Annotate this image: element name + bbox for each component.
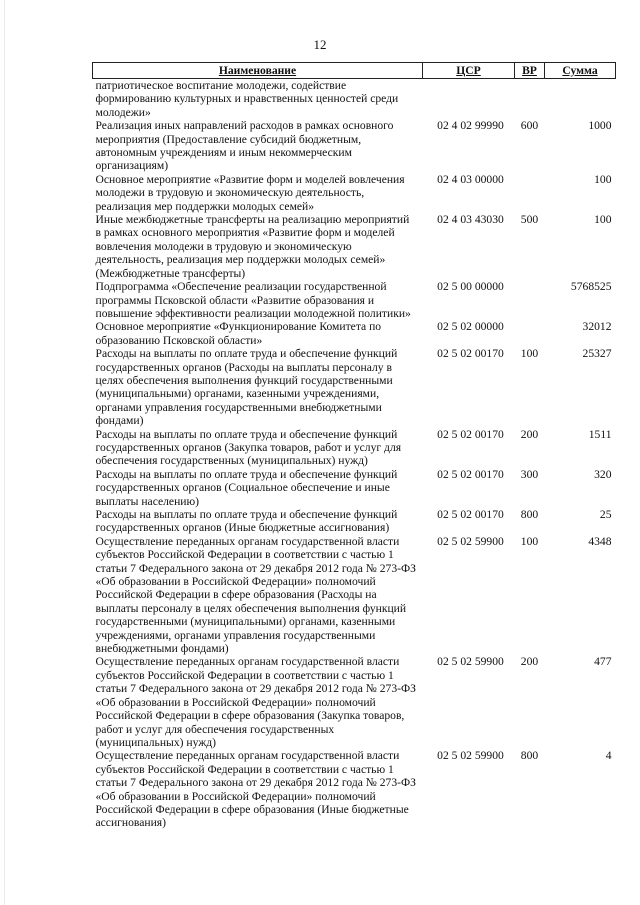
table-row [93,119,616,173]
cell-csr: 02 5 02 59900 [437,749,504,763]
cell-name: Подпрограмма «Обеспечение реализации государственной программы Псковской области «Развитие образования и повышение эффективности реализации молодежной политики» [95,280,411,320]
cell-sum: 1000 [588,119,612,133]
table-row [93,508,616,535]
table-row [93,655,616,749]
cell-vr: 600 [520,119,539,133]
table-row [93,347,616,427]
cell-vr: 200 [520,655,539,669]
cell-csr: 02 5 02 00170 [437,467,504,481]
cell-sum [545,79,616,120]
cell-name: Расходы на выплаты по оплате труда и обеспечение функций государственных органов (Закупка товаров, работ и услуг для обеспечения государственных (муниципальных) нужд) [95,427,402,468]
scan-edge [4,0,5,905]
cell-csr: 02 5 02 00000 [437,320,504,334]
cell-name: Основное мероприятие «Развитие форм и моделей вовлечения молодежи в трудовую и экономическую деятельность, реализация мер поддержки молодых семей» [95,172,405,213]
cell-vr [515,173,545,213]
cell-csr: 02 4 02 99990 [437,119,504,133]
cell-name: Расходы на выплаты по оплате труда и обеспечение функций государственных органов (Иные бюджетные ассигнования) [95,508,398,535]
table-row [93,79,616,120]
cell-vr: 200 [520,427,539,441]
cell-csr: 02 5 02 00170 [437,427,504,441]
cell-vr: 100 [520,347,539,361]
cell-name: Осуществление переданных органам государственной власти субъектов Российской Федерации в соответствии с частью 1 статьи 7 Федерального закона от 29 декабря 2012 года № 273-ФЗ «Об образовании в Российской Федерации» полномочий Российской Федерации в сфере образования (Иные бюджетные ассигнования) [95,749,416,830]
header-sum: Сумма [545,63,616,79]
cell-sum: 477 [594,655,612,669]
table-row [93,535,616,656]
cell-sum: 320 [594,467,612,481]
cell-vr: 500 [520,213,539,227]
header-vr: ВР [515,63,545,79]
cell-sum: 25 [599,508,612,521]
cell-vr: 800 [520,749,539,763]
cell-sum: 100 [594,172,612,186]
cell-sum: 100 [594,213,612,227]
cell-sum: 4 [605,749,612,763]
cell-sum: 4348 [588,534,612,548]
cell-name: Осуществление переданных органам государственной власти субъектов Российской Федерации в соответствии с частью 1 статьи 7 Федерального закона от 29 декабря 2012 года № 273-ФЗ «Об образовании в Российской Федерации» полномочий Российской Федерации в сфере образования (Закупка товаров, работ и услуг для обеспечения государственных (муниципальных) нужд) [95,655,416,749]
cell-csr: 02 5 02 00170 [437,508,504,521]
cell-vr: 300 [520,467,539,481]
cell-csr: 02 5 02 59900 [437,534,504,548]
cell-sum: 32012 [582,320,612,334]
cell-name: патриотическое воспитание молодежи, содействие формированию культурных и нравственных ценностей среди молодежи» [95,79,399,119]
header-csr: ЦСР [423,63,515,79]
page-number: 12 [313,37,327,52]
table-row [93,320,616,347]
table-row [93,428,616,468]
table-row [93,749,616,829]
cell-vr [515,79,545,120]
cell-vr: 800 [520,508,539,521]
table-row [93,468,616,508]
cell-name: Расходы на выплаты по оплате труда и обеспечение функций государственных органов (Расходы на выплаты персоналу в целях обеспечения выполнения функций государственными (муниципальными) органами, казенными учреждениями, органами управления государственными внебюджетными фондами) [95,347,398,428]
cell-sum: 5768525 [570,280,612,294]
cell-name: Реализация иных направлений расходов в рамках основного мероприятия (Предоставление субсидий бюджетным, автономным учреждениям и иным некоммерческим организациям) [95,119,394,173]
table-row [93,213,616,280]
table-body [93,79,616,830]
cell-name: Осуществление переданных органам государственной власти субъектов Российской Федерации в соответствии с частью 1 статьи 7 Федерального закона от 29 декабря 2012 года № 273-ФЗ «Об образовании в Российской Федерации» полномочий Российской Федерации в сфере образования (Расходы на выплаты персоналу в целях обеспечения выполнения функций государственными (муниципальными) органами, казенными учреждениями, органами управления государственными внебюджетными фондами) [95,534,416,656]
table-header-row [93,63,616,79]
cell-vr [515,320,545,347]
header-name: Наименование [93,63,423,79]
cell-csr [423,79,515,120]
cell-csr: 02 4 03 43030 [437,213,504,227]
cell-csr: 02 5 02 00170 [437,347,504,361]
cell-name: Основное мероприятие «Функционирование Комитета по образованию Псковской области» [95,320,382,347]
cell-name: Расходы на выплаты по оплате труда и обеспечение функций государственных органов (Социальное обеспечение и иные выплаты населению) [95,467,398,508]
cell-vr: 100 [520,534,539,548]
cell-csr: 02 4 03 00000 [437,172,504,186]
cell-vr [515,280,545,320]
table-row [93,173,616,213]
cell-csr: 02 5 02 59900 [437,655,504,669]
cell-csr: 02 5 00 00000 [437,280,504,294]
cell-name: Иные межбюджетные трансферты на реализацию мероприятий в рамках основного мероприятия «Развитие форм и моделей вовлечения молодежи в трудовую и экономическую деятельность, реализация мер поддержки молодых семей» (Межбюджетные трансферты) [95,213,410,280]
cell-sum: 1511 [588,427,612,441]
cell-sum: 25327 [582,347,612,361]
table-row [93,280,616,320]
budget-table [92,62,616,830]
